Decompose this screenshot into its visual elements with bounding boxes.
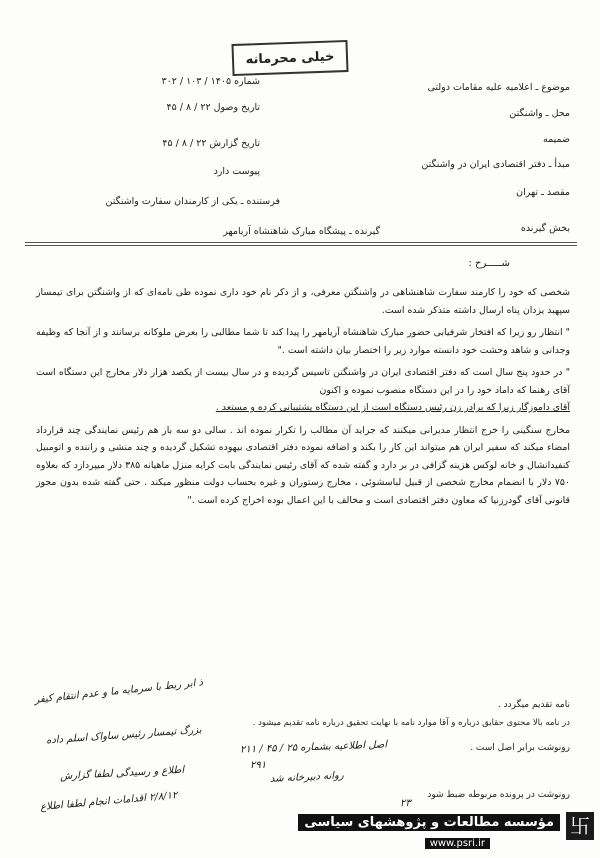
footer-line-2: رونوشت برابر اصل است . — [470, 743, 570, 753]
attachment-line: پیوست دارد — [213, 166, 260, 177]
handwritten-note-2: بزرگ تیمسار رئیس ساواک اسلم داده — [45, 724, 202, 747]
description-title: شـــــرح : — [468, 258, 510, 269]
watermark-url: www.psri.ir — [425, 838, 490, 849]
recipient-line: گیرنده ـ پیشگاه مبارک شاهنشاه آریامهر — [223, 226, 380, 237]
body-paragraph-1: شخصی که خود را کارمند سفارت شاهنشاهی در واشنگتن معرفی، و از ذکر نام خود داری نموده طی نامه‌ای که از واشنگتن برای تیمسار سپهبد یزدان پناه ارسال داشته متذکر شده است. — [36, 287, 570, 316]
handwritten-note-5: اصل اطلاعیه بشماره ۲۵ / ۴۵ / ۲۱۱ — [239, 739, 388, 756]
section-line: بخش گیرنده — [520, 223, 570, 234]
footer-line-1: در نامه بالا محتوی حقایق درباره و آقا موارد نامه با نهایت تحقیق درباره نامه تقدیم میشود . — [252, 718, 570, 728]
sender-line: فرستنده ـ یکی از کارمندان سفارت واشنگتن — [105, 196, 280, 207]
closing-line: نامه تقدیم میگردد . — [497, 700, 570, 710]
destination-line: مقصد ـ تهران — [516, 187, 570, 198]
footer-line-3: رونوشت در پرونده مربوطه ضبط شود — [427, 790, 570, 800]
receipt-date-line: تاریخ وصول ۲۲ / ۸ / ۴۵ — [166, 102, 260, 113]
watermark-band — [0, 806, 600, 858]
number-line: شماره ۱۴۰۵ / ۱۰۳ / ۳۰۲ — [161, 76, 260, 87]
handwritten-note-3: اطلاع و رسیدگی لطفا گزارش — [59, 764, 185, 783]
handwritten-number-1: ۲۹۱ — [250, 760, 267, 771]
confidential-stamp: خیلی محرمانه — [231, 40, 348, 76]
handwritten-note-1: ذ ابر ربط با سرمایه ما و عدم انتقام کیفر — [33, 677, 204, 706]
enclosure-line: ضمیمه — [542, 134, 570, 145]
body-paragraph-3 — [36, 364, 570, 417]
institute-logo-icon: 卐 — [566, 812, 594, 840]
handwritten-note-6: روانه دبیرخانه شد — [269, 770, 344, 785]
report-body — [36, 284, 570, 514]
body-paragraph-4: مخارج سنگینی را خرج انتظار مدیرانی میکنند که جراید آن مطالب را تکرار نموده اند . سالی دو سه بار هم رئیس نمایندگی چند قرارداد امضاء میکند که سفیر ایران هم میتواند این کار را بکند و اضافه نموده دفتر اقتصادی بیهوده تشکیل گردیده و چند منشی و راننده و اتومبیل کنفیدانشال و خانه لوکس هزینه گزافی در بر دارد و گفته شده که آقای رئیس نمایندگی بابت کرایه منزل ماهیانه ۳۸۵ دلار میپردازد که بعلاوه ۷۵۰ دلار با انضمام مخارج شخصی از قبیل لباسشوئی ، مخارج رستوران و غیره بحساب دولت منظور میکند . حتی گفته شده بدون مجوز قانونی آقای گودرزنیا که معاون دفتر اقتصادی است و مخالف با این اعمال بوده اخراج کرده است ." — [36, 424, 570, 506]
header-divider-lower — [25, 245, 577, 246]
watermark-org: مؤسسه مطالعات و پژوهشهای سیاسی — [298, 814, 560, 831]
subject-line: موضوع ـ اعلامیه علیه مقامات دولتی — [427, 82, 570, 93]
origin-line: مبدأ ـ دفتر اقتصادی ایران در واشنگتن — [421, 159, 570, 170]
place-line: محل ـ واشنگتن — [509, 108, 570, 119]
handwritten-note-4: ۲/۸/۱۲ اقدامات انجام لطفا اطلاع — [39, 790, 178, 813]
header-divider — [25, 242, 577, 243]
body-paragraph-2: " انتظار رو زیرا که افتخار شرفیابی حضور مبارک شاهنشاه آریامهر را پیدا کند تا شما مطالبی را بعرض ملوکانه برسانند و از آنجا که وظیفه وجدانی و شاهد وحشت خود دانسته موارد زیر را اختصار بیان داشته است ." — [36, 327, 570, 356]
report-date-line: تاریخ گزارش ۲۲ / ۸ / ۴۵ — [162, 138, 260, 149]
body-paragraph-3-text: " در حدود پنج سال است که دفتر اقتصادی ایران در واشنگتن تاسیس گردیده و در سال بیست از یکصد هزار دلار مخارج این دستگاه است آقای رهنما که داماد خود را در این دستگاه منصوب نموده و اکنون — [36, 367, 570, 396]
handwritten-number-2: ۲۳ — [400, 798, 411, 809]
body-paragraph-3-underlined: آقای داموزگار زیرا که برادر زن رئیس دستگاه است از این دستگاه پشتیبانی کرده و مستعد . — [215, 402, 570, 413]
